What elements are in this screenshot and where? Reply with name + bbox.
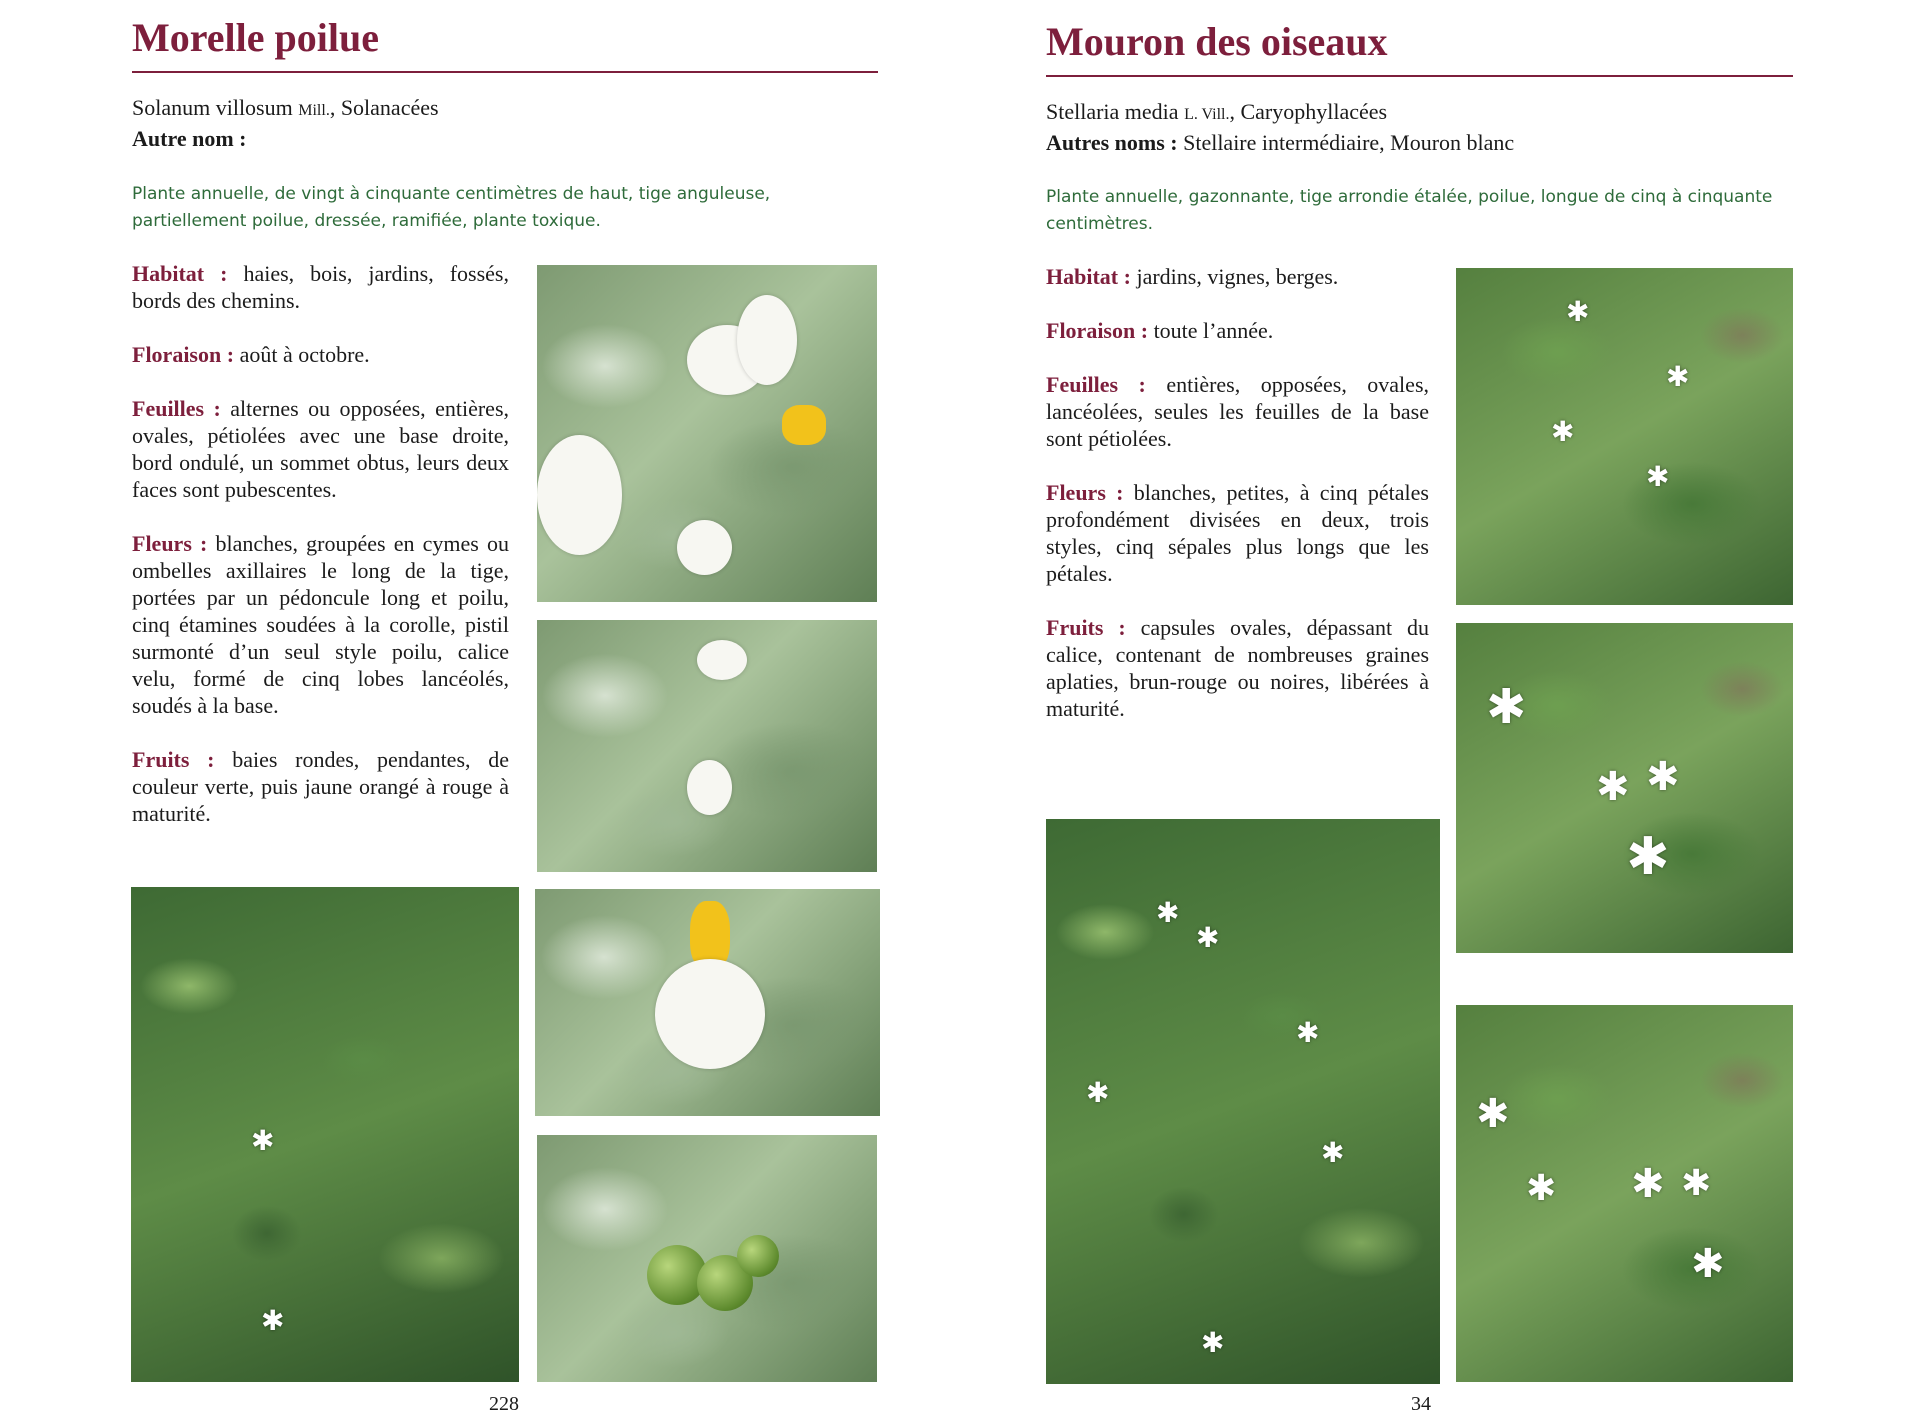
leaves-label: Feuilles :: [1046, 372, 1146, 397]
flowers-text: blanches, petites, à cinq pétales profondément divisées en deux, trois styles, cinq sépales plus longs que les pétales.: [1046, 480, 1429, 586]
photo-flowering-shoot: [537, 620, 877, 872]
photo-flower-detail: [535, 889, 880, 1116]
flowers-paragraph: [132, 530, 509, 719]
small-flower: ✱: [1596, 764, 1630, 810]
scientific-name: Stellaria media: [1046, 99, 1179, 124]
flowers-label: Fleurs :: [1046, 480, 1124, 505]
photo-plant-overview: [131, 887, 519, 1382]
flowering-text: toute l’année.: [1148, 318, 1274, 343]
other-names-label: Autres noms :: [1046, 130, 1178, 155]
leaves-paragraph: [132, 395, 509, 503]
flowering-label: Floraison :: [132, 342, 235, 367]
small-flower: ✱: [1296, 1016, 1320, 1049]
small-flower: ✱: [1691, 1241, 1725, 1287]
flower-bud: [677, 520, 732, 575]
small-flower: ✱: [261, 1304, 285, 1337]
fruits-label: Fruits :: [1046, 615, 1126, 640]
page-number: 34: [1411, 1393, 1431, 1415]
habitat-text: haies, bois, jardins, fossés, bords des chemins.: [132, 261, 509, 313]
flower-anther: [782, 405, 826, 445]
small-flower: ✱: [1626, 827, 1670, 887]
title-rule: [1046, 75, 1793, 77]
habitat-text: jardins, vignes, berges.: [1130, 264, 1339, 289]
leaves-text: entières, opposées, ovales, lancéolées, seules les feuilles de la base sont pétiolées.: [1046, 372, 1429, 451]
fruits-paragraph: [132, 746, 509, 827]
fruits-text: capsules ovales, dépassant du calice, contenant de nombreuses graines aplaties, brun-rouge ou noires, libérées à maturité.: [1046, 615, 1430, 721]
small-flower: ✱: [1486, 679, 1527, 735]
intro-text: Plante annuelle, de vingt à cinquante centimètres de haut, tige anguleuse, partiellement poilue, dressée, ramifiée, plante toxique.: [132, 184, 771, 231]
flowering-label: Floraison :: [1046, 318, 1149, 343]
photo-chickweed-overview: [1046, 819, 1440, 1384]
small-flower: ✱: [1646, 754, 1680, 800]
small-flower: ✱: [1526, 1168, 1557, 1209]
small-flower: ✱: [1646, 460, 1670, 493]
page-title: Morelle poilue: [132, 15, 379, 60]
intro-text: Plante annuelle, gazonnante, tige arrondie étalée, poilue, longue de cinq à cinquante centimètres.: [1046, 187, 1773, 234]
other-names-value: Stellaire intermédiaire, Mouron blanc: [1177, 130, 1515, 155]
flower-petal: [687, 760, 732, 815]
flower-petal: [737, 295, 797, 385]
small-flower: ✱: [1321, 1136, 1345, 1169]
small-flower: ✱: [1566, 295, 1590, 328]
small-flower: ✱: [1156, 896, 1180, 929]
habitat-label: Habitat :: [1046, 264, 1131, 289]
small-flower: ✱: [1681, 1163, 1712, 1204]
small-flower: ✱: [1086, 1076, 1110, 1109]
habitat-paragraph: [132, 260, 509, 314]
flowering-paragraph: [132, 341, 509, 368]
leaves-text: alternes ou opposées, entières, ovales, pétiolées avec une base droite, bord ondulé, un sommet obtus, leurs deux faces sont pubescentes.: [132, 396, 509, 502]
flowers-label: Fleurs :: [132, 531, 208, 556]
other-names-label: Autre nom :: [132, 126, 247, 151]
fruits-text: baies rondes, pendantes, de couleur verte, puis jaune orangé à rouge à maturité.: [132, 747, 510, 826]
flowers-paragraph: [1046, 479, 1429, 587]
photo-flower-closeup: [537, 265, 877, 602]
fruits-paragraph: [1046, 614, 1429, 722]
berry: [737, 1235, 779, 1277]
scientific-author: L. Vill.: [1184, 106, 1230, 123]
flowering-paragraph: [1046, 317, 1429, 344]
small-flower: ✱: [1631, 1161, 1665, 1207]
flower-petal: [655, 959, 765, 1069]
photo-chickweed-top: [1456, 268, 1793, 605]
flower-petal: [537, 435, 622, 555]
habitat-label: Habitat :: [132, 261, 228, 286]
habitat-paragraph: [1046, 263, 1429, 290]
small-flower: ✱: [1666, 360, 1690, 393]
small-flower: ✱: [1201, 1326, 1225, 1359]
photo-chickweed-bottom: [1456, 1005, 1793, 1382]
leaves-label: Feuilles :: [132, 396, 221, 421]
right-page: [960, 0, 1920, 1415]
leaves-paragraph: [1046, 371, 1429, 452]
scientific-line: [1046, 97, 1387, 130]
small-flower: ✱: [1196, 921, 1220, 954]
photo-chickweed-middle: [1456, 623, 1793, 953]
description-block: [1046, 263, 1429, 749]
other-names: [132, 124, 246, 154]
scientific-author: Mill.: [298, 102, 330, 119]
fruits-label: Fruits :: [132, 747, 215, 772]
photo-green-berries: [537, 1135, 877, 1382]
other-names: [1046, 128, 1514, 158]
family-name: , Caryophyllacées: [1229, 99, 1388, 124]
description-block: [132, 260, 509, 854]
flowers-text: blanches, groupées en cymes ou ombelles axillaires le long de la tige, portées par un pédoncule long et poilu, cinq étamines soudées à la corolle, pistil surmonté d’un seul style poilu, calice velu, formé de cinq lobes lancéolés, soudés à la base.: [132, 531, 509, 718]
scientific-name: Solanum villosum: [132, 95, 293, 120]
small-flower: ✱: [1476, 1091, 1510, 1137]
flowering-text: août à octobre.: [234, 342, 370, 367]
small-flower: ✱: [251, 1124, 275, 1157]
page-number: 228: [489, 1393, 519, 1415]
title-rule: [132, 71, 878, 73]
left-page: [0, 0, 960, 1415]
page-title: Mouron des oiseaux: [1046, 19, 1388, 64]
scientific-line: [132, 93, 439, 126]
family-name: , Solanacées: [329, 95, 439, 120]
flower-petal: [697, 640, 747, 680]
small-flower: ✱: [1551, 415, 1575, 448]
